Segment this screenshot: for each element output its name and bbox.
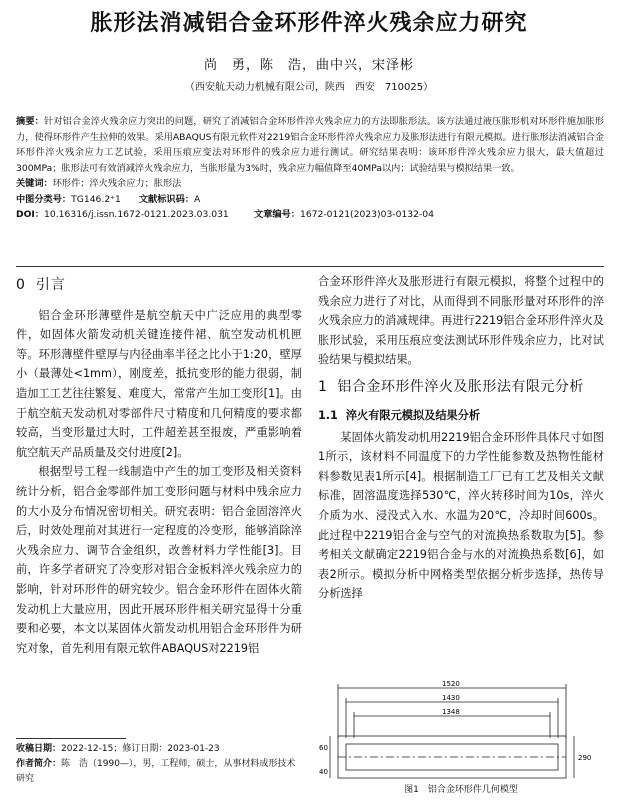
footnote-divider — [16, 738, 126, 739]
doi: DOI：10.16316/j.issn.1672-0121.2023.03.031 — [16, 209, 229, 220]
figure-1 — [318, 680, 604, 798]
received-date: 收稿日期：2022-12-15；修订日期：2023-01-23 — [16, 744, 220, 754]
keywords — [16, 176, 604, 192]
classification-row — [16, 192, 604, 208]
paper-title: 胀形法消减铝合金环形件淬火残余应力研究 — [90, 10, 528, 36]
intro-paragraph-2: 根据型号工程一线制造中产生的加工变形及相关资料统计分析，铝合金零部件加工变形问题与材料中残余应力的大小及分布情况密切相关。研究表明：铝合金固溶淬火后，时效处理前对其进行一定程度的冷变形，能够消除淬火残余应力、调节合金组织，改善材料力学性能[3]。目前，许多学者研究了冷变形对铝合金板料淬火残余应力的影响，针对环形件的研究较少。铝合金环形件在固体火箭发动机上大量应用，因此开展环形件相关研究显得十分重要和必要，本文以某固体火箭发动机用铝合金环形件为研究对象，首先利用有限元软件ABAQUS对2219铝 — [16, 465, 302, 655]
abstract-text: 针对铝合金淬火残余应力突出的问题，研究了消减铝合金环形件淬火残余应力的方法即胀形法。该方法通过液压胀形机对环形件施加胀形力，使得环形件产生拉伸的效果。采用ABAQUS有限元软件对2219铝合金环形件淬火残余应力及胀形法进行有限元模拟。进行胀形法消减铝合金环形件淬火残余应力工艺试验，采用压痕应变法对环形件的残余应力进行测试。研究结果表明：该环形件淬火残余应力很大，最大值超过300MPa；胀形法可有效消减淬火残余应力，当胀形量为3%时，残余应力幅值降至40MPa以内；试验结果与模拟结果一致。 — [16, 116, 605, 174]
clc-number: 中图分类号：TG146.2⁺1 — [16, 193, 121, 205]
section-heading-intro: 0 引言 — [16, 277, 66, 293]
subsection-heading-1-1: 1.1 淬火有限元模拟及结果分析 — [318, 408, 481, 422]
section-heading-1: 1 铝合金环形件淬火及胀形法有限元分析 — [318, 378, 584, 395]
author-bio: 作者简介：陈 浩（1990—），男，工程师，硕士，从事材料成形技术研究 — [16, 759, 296, 784]
keywords-text: 环形件；淬火残余应力；胀形法 — [52, 178, 182, 189]
dim-label-1348: 1348 — [442, 708, 460, 716]
ring-geometry-drawing — [318, 680, 604, 780]
keywords-label: 关键词： — [16, 178, 53, 189]
side-label-left-bottom: 40 — [319, 768, 328, 776]
article-number: 文章编号：1672-0121(2023)03-0132-04 — [254, 209, 434, 220]
doi-row — [16, 207, 604, 223]
side-label-right: 290 — [578, 754, 592, 762]
dim-label-1430: 1430 — [442, 694, 460, 702]
author-list: 尚 勇，陈 浩，曲中兴，宋泽彬 — [203, 58, 414, 73]
left-column — [16, 272, 302, 658]
abstract-block — [16, 114, 604, 223]
affiliation: （西安航天动力机械有限公司，陕西 西安 710025） — [184, 82, 434, 93]
section-1-1-paragraph: 某固体火箭发动机用2219铝合金环形件具体尺寸如图1所示，该材料不同温度下的力学性能参数及热物性能材料参数见表1所示[4]。根据制造工厂已有工艺及相关文献标准，固溶温度选择530℃，淬火转移时间为10s，淬火介质为水、浸没式入水、水温为20℃，冷却时间600s。此过程中2219铝合金与空气的对流换热系数取为[5]。参考相关文献确定2219铝合金与水的对流换热系数[6]，如表2所示。模拟分析中网格类型依据分析步选择，热传导分析选择 — [318, 430, 604, 601]
dim-label-1520: 1520 — [442, 680, 460, 688]
footnote — [16, 742, 302, 787]
abstract-label: 摘要： — [16, 116, 45, 127]
intro-paragraph-1: 铝合金环形薄壁件是航空航天中广泛应用的典型零件，如固体火箭发动机关键连接件裙、航空发动机机匣等。环形薄壁件壁厚与内径曲率半径之比小于1:20，壁厚小（最薄处<1mm），刚度差，抵抗变形的能力很弱，制造加工工艺往往繁复、难度大，常常产生加工变形[1]。由于航空航天发动机对零部件尺寸精度和几何精度的要求都较高，当变形量过大时，工件超差甚至报废，严重影响着航空航天产品质量及交付进度[2]。 — [16, 308, 302, 459]
abstract — [16, 114, 604, 176]
abstract-divider — [16, 266, 604, 267]
document-code: 文献标识码：A — [138, 193, 201, 205]
right-column — [318, 272, 604, 604]
continued-paragraph: 合金环形件淬火及胀形进行有限元模拟，将整个过程中的残余应力进行了对比，从而得到不同胀形量对环形件的淬火残余应力的消减规律。再进行2219铝合金环形件淬火及胀形试验，采用压痕应变法测试环形件残余应力，比对试验结果与模拟结果。 — [318, 275, 604, 367]
figure-1-caption: 图1 铝合金环形件几何模型 — [404, 785, 518, 795]
side-label-left-top: 60 — [319, 744, 328, 752]
